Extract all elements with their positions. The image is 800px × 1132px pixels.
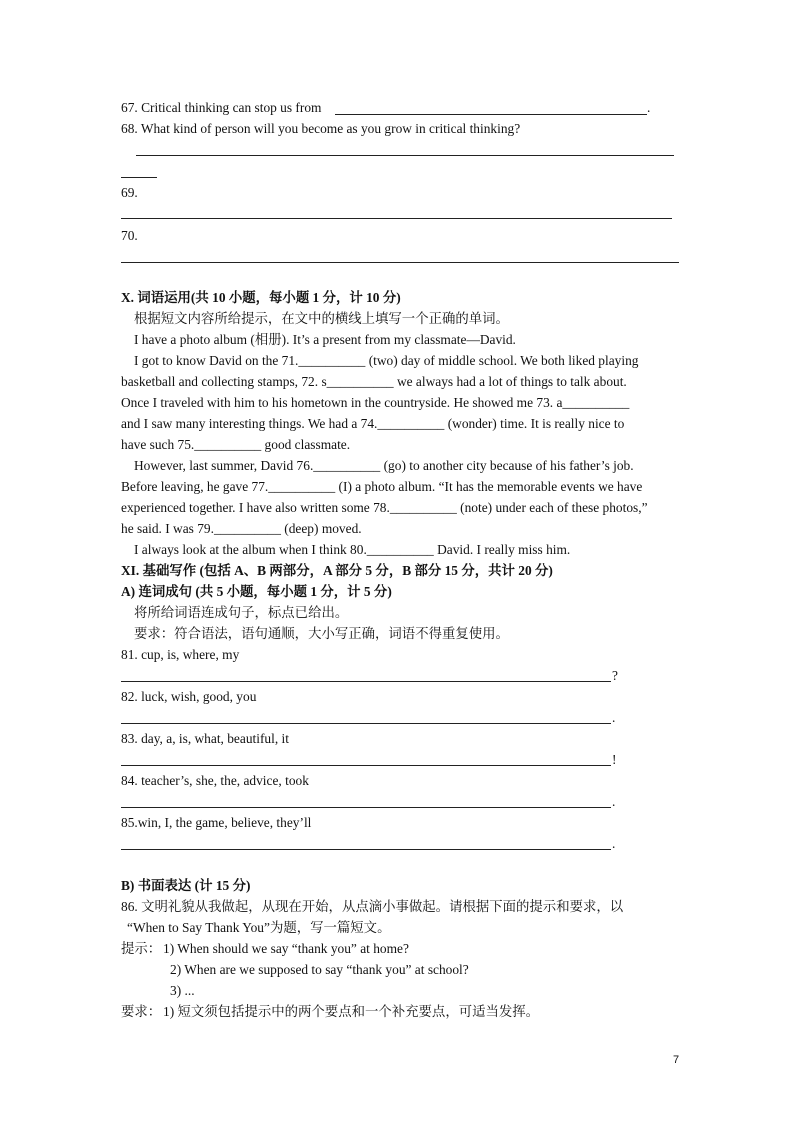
hint-item: 3) ... xyxy=(170,983,195,998)
passage-line: Before leaving, he gave 77.__________ (I) a photo album. “It has the memorable events we have xyxy=(121,479,643,494)
answer-line-69[interactable] xyxy=(121,218,672,219)
answer-line-85[interactable] xyxy=(121,849,611,850)
question-81-end: ? xyxy=(612,668,618,683)
answer-line-67[interactable] xyxy=(335,114,647,115)
part-a-instruction: 将所给词语连成句子，标点已给出。 xyxy=(134,605,349,620)
section-x-instruction: 根据短文内容所给提示，在文中的横线上填写一个正确的单词。 xyxy=(134,311,509,326)
passage-line: have such 75.__________ good classmate. xyxy=(121,437,351,452)
question-85: 85.win, I, the game, believe, they’ll xyxy=(121,815,312,830)
requirement-item: 1) 短文须包括提示中的两个要点和一个补充要点，可适当发挥。 xyxy=(163,1004,540,1019)
passage-line: he said. I was 79.__________ (deep) moved. xyxy=(121,521,362,536)
writing-task: 86. 文明礼貌从我做起，从现在开始，从点滴小事做起。请根据下面的提示和要求，以 xyxy=(121,899,624,914)
passage-line: I have a photo album (相册). It’s a present from my classmate—David. xyxy=(134,332,516,347)
answer-line-84[interactable] xyxy=(121,807,611,808)
answer-line-70[interactable] xyxy=(121,262,679,263)
section-xi-heading: XI. 基础写作 (包括 A、B 两部分，A 部分 5 分，B 部分 15 分，共计 20 分) xyxy=(121,563,553,578)
question-85-end: . xyxy=(612,836,616,851)
passage-line: I got to know David on the 71.__________ (two) day of middle school. We both liked playing xyxy=(134,353,639,368)
question-67-end: . xyxy=(647,100,651,115)
section-x-heading: X. 词语运用(共 10 小题，每小题 1 分，计 10 分) xyxy=(121,290,401,305)
answer-line-68-cont[interactable] xyxy=(121,177,157,178)
hint-item: 1) When should we say “thank you” at home? xyxy=(163,941,409,956)
passage-line: and I saw many interesting things. We had a 74.__________ (wonder) time. It is really nice to xyxy=(121,416,625,431)
passage-line: experienced together. I have also written some 78.__________ (note) under each of these photos,” xyxy=(121,500,648,515)
question-84: 84. teacher’s, she, the, advice, took xyxy=(121,773,309,788)
question-84-end: . xyxy=(612,794,616,809)
question-68: 68. What kind of person will you become as you grow in critical thinking? xyxy=(121,121,521,136)
question-82-end: . xyxy=(612,710,616,725)
passage-line: I always look at the album when I think 80.__________ David. I really miss him. xyxy=(134,542,571,557)
part-a-requirement: 要求：符合语法，语句通顺，大小写正确，词语不得重复使用。 xyxy=(134,626,509,641)
hint-label: 提示： xyxy=(121,941,162,956)
writing-task-title: “When to Say Thank You”为题，写一篇短文。 xyxy=(127,920,391,935)
question-83: 83. day, a, is, what, beautiful, it xyxy=(121,731,289,746)
passage-line: basketball and collecting stamps, 72. s__________ we always had a lot of things to talk about. xyxy=(121,374,627,389)
hint-item: 2) When are we supposed to say “thank you” at school? xyxy=(170,962,469,977)
question-83-end: ! xyxy=(612,752,617,767)
passage-line: Once I traveled with him to his hometown in the countryside. He showed me 73. a__________ xyxy=(121,395,630,410)
question-67: 67. Critical thinking can stop us from xyxy=(121,100,322,115)
page-number: 7 xyxy=(673,1054,680,1066)
answer-line-83[interactable] xyxy=(121,765,611,766)
part-a-heading: A) 连词成句 (共 5 小题，每小题 1 分，计 5 分) xyxy=(121,584,392,599)
part-b-heading: B) 书面表达 (计 15 分) xyxy=(121,878,251,893)
question-70: 70. xyxy=(121,228,138,243)
question-82: 82. luck, wish, good, you xyxy=(121,689,257,704)
question-81: 81. cup, is, where, my xyxy=(121,647,240,662)
answer-line-68[interactable] xyxy=(136,155,674,156)
question-69: 69. xyxy=(121,185,138,200)
passage-line: However, last summer, David 76.__________ (go) to another city because of his father’s job. xyxy=(134,458,634,473)
requirement-label: 要求： xyxy=(121,1004,162,1019)
answer-line-82[interactable] xyxy=(121,723,611,724)
answer-line-81[interactable] xyxy=(121,681,611,682)
